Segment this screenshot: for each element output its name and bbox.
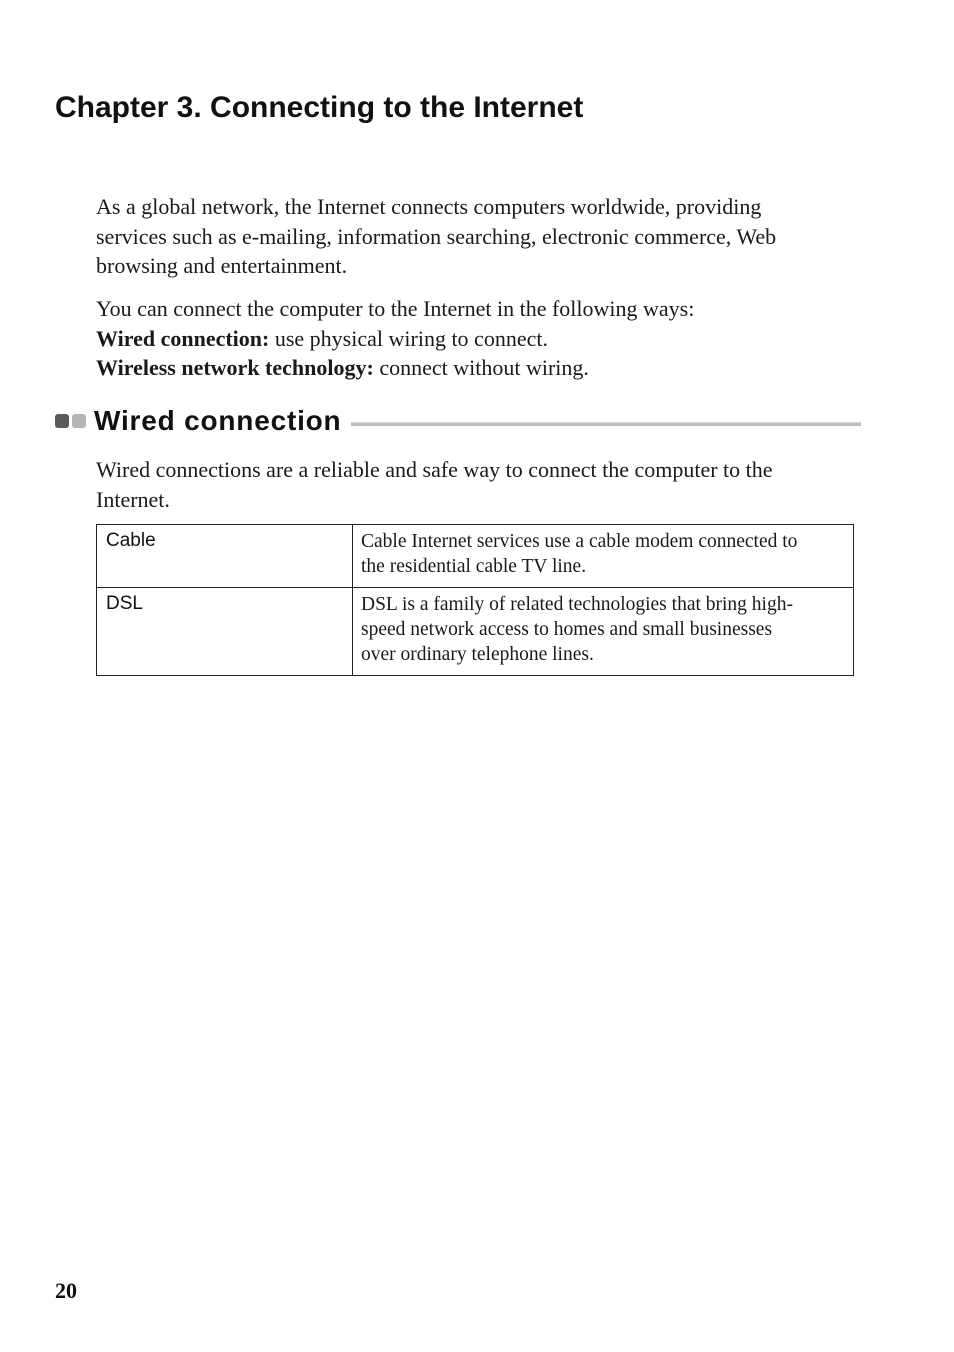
page-number: 20 xyxy=(55,1278,77,1303)
table-cell-description xyxy=(353,588,854,676)
table-row xyxy=(97,588,854,676)
connection-ways-paragraph xyxy=(96,294,862,383)
description-line: the residential cable TV line. xyxy=(361,556,587,577)
table-cell-term: DSL xyxy=(97,588,353,676)
ways-item-wired xyxy=(96,324,862,354)
table-row xyxy=(97,525,854,588)
ways-item-wireless xyxy=(96,353,862,383)
table-cell-term: Cable xyxy=(97,525,353,588)
section-bullet-icon xyxy=(55,414,86,428)
bullet-square-light xyxy=(72,414,86,428)
bullet-square-dark xyxy=(55,414,69,428)
description-line: over ordinary telephone lines. xyxy=(361,644,594,665)
table-cell-description xyxy=(353,525,854,588)
ways-item-label: Wired connection: xyxy=(96,325,270,351)
intro-line: browsing and entertainment. xyxy=(96,253,348,278)
wired-intro-line: Wired connections are a reliable and safe way to connect the computer to the xyxy=(96,457,773,482)
chapter-title: Chapter 3. Connecting to the Internet xyxy=(55,91,584,124)
section-title: Wired connection xyxy=(94,405,342,436)
section-rule xyxy=(351,422,861,426)
wired-intro-line: Internet. xyxy=(96,486,170,512)
intro-line: As a global network, the Internet connects computers worldwide, providing xyxy=(96,194,762,219)
ways-item-label: Wireless network technology: xyxy=(96,355,374,380)
description-line: DSL is a family of related technologies that bring high- xyxy=(361,594,793,615)
ways-intro: You can connect the computer to the Internet in the following ways: xyxy=(96,296,695,321)
description-line: Cable Internet services use a cable modem connected to xyxy=(361,531,798,552)
connection-types-table xyxy=(96,524,854,676)
section-heading-wired-connection xyxy=(55,400,861,442)
ways-item-text: connect without wiring. xyxy=(373,355,589,380)
description-line: speed network access to homes and small businesses xyxy=(361,619,773,640)
intro-paragraph xyxy=(96,192,862,281)
intro-line: services such as e-mailing, information searching, electronic commerce, Web xyxy=(96,223,777,249)
ways-item-text: use physical wiring to connect. xyxy=(269,325,548,351)
wired-intro-paragraph xyxy=(96,455,862,514)
